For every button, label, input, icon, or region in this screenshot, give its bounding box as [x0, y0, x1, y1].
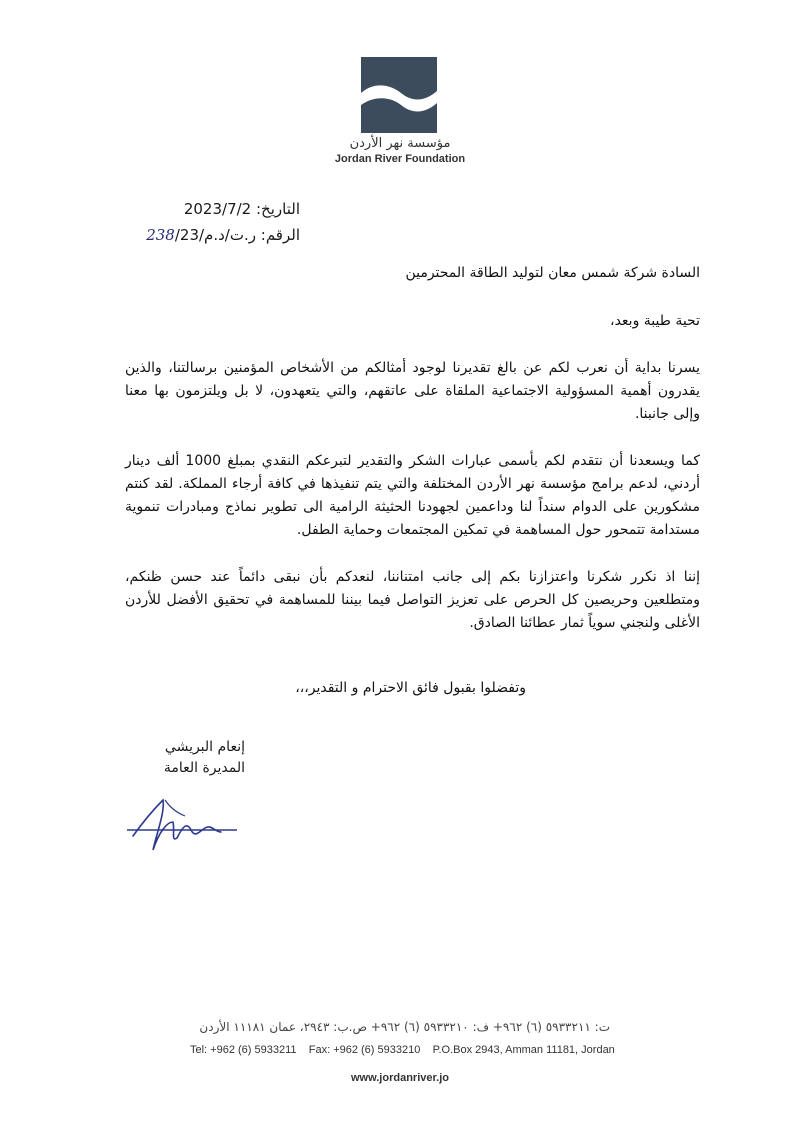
signatory-title: المديرة العامة: [163, 760, 245, 776]
footer-contact-arabic: ت: ٥٩٣٣٢١١ (٦) ٩٦٢+ ف: ٥٩٣٣٢١٠ (٦) ٩٦٢+ ص.ب: ٢٩٤٣، عمان ١١١٨١ الأردن: [199, 1020, 610, 1034]
paragraph-1: يسرنا بداية أن نعرب لكم عن بالغ تقديرنا لوجود أمثالكم من الأشخاص المؤمنين برسالتنا، والذين يقدرون أهمية المسؤولية الاجتماعية الملقاة على عاتقهم، والتي يتعهدون، لا بل ويلتزمون بها معنا وإلى جانبنا.: [125, 360, 700, 422]
paragraph-3: إننا اذ نكرر شكرنا واعتزازنا بكم إلى جانب امتناننا، لنعدكم بأن نبقى دائماً عند حسن ظنكم، ومتطلعين وحريصين كل الحرص على تعزيز التواصل فيما بيننا للمساهمة في تحقيق الأفضل للأردن الأغلى ولنجني سوياً ثمار عطائنا الصادق.: [125, 569, 700, 631]
handwritten-signature: [125, 792, 240, 862]
reference-prefix: ر.ت/د.م/: [199, 226, 256, 244]
reference-suffix: /23: [174, 226, 199, 244]
reference-label: الرقم:: [260, 226, 300, 244]
date-label: التاريخ:: [256, 200, 300, 218]
date-value: 2023/7/2: [183, 200, 252, 218]
footer-website: www.jordanriver.jo: [350, 1072, 449, 1084]
recipient-line: السادة شركة شمس معان لتوليد الطاقة المحترمين: [405, 265, 700, 281]
org-name-english: Jordan River Foundation: [334, 153, 466, 165]
signatory-name: إنعام البريشي: [164, 739, 245, 755]
org-name-arabic: مؤسسة نهر الأردن: [349, 136, 451, 151]
reference-line: [130, 226, 300, 244]
date-line: [160, 200, 300, 218]
paragraph-2: كما ويسعدنا أن نتقدم لكم بأسمى عبارات الشكر والتقدير لتبرعكم النقدي بمبلغ 1000 ألف دينار أردني، لدعم برامج مؤسسة نهر الأردن المختلفة والتي يتم تنفيذها في كافة أرجاء المملكة. لقد كنتم مشكورين على الدوام سنداً لنا وداعمين لجهودنا الحثيثة الرامية الى تطوير نماذج ومبادرات تنموية مستدامة تتمحور حول المساهمة في تمكين المجتمعات وحماية الطفل.: [125, 453, 701, 538]
footer-contact-english: Tel: +962 (6) 5933211 Fax: +962 (6) 5933210 P.O.Box 2943, Amman 11181, Jordan: [190, 1044, 615, 1056]
greeting: تحية طيبة وبعد،: [610, 313, 700, 329]
closing-line: وتفضلوا بقبول فائق الاحترام و التقدير،،،: [295, 680, 526, 696]
jordan-river-foundation-logo: [361, 57, 437, 133]
reference-number: 238: [146, 226, 175, 244]
